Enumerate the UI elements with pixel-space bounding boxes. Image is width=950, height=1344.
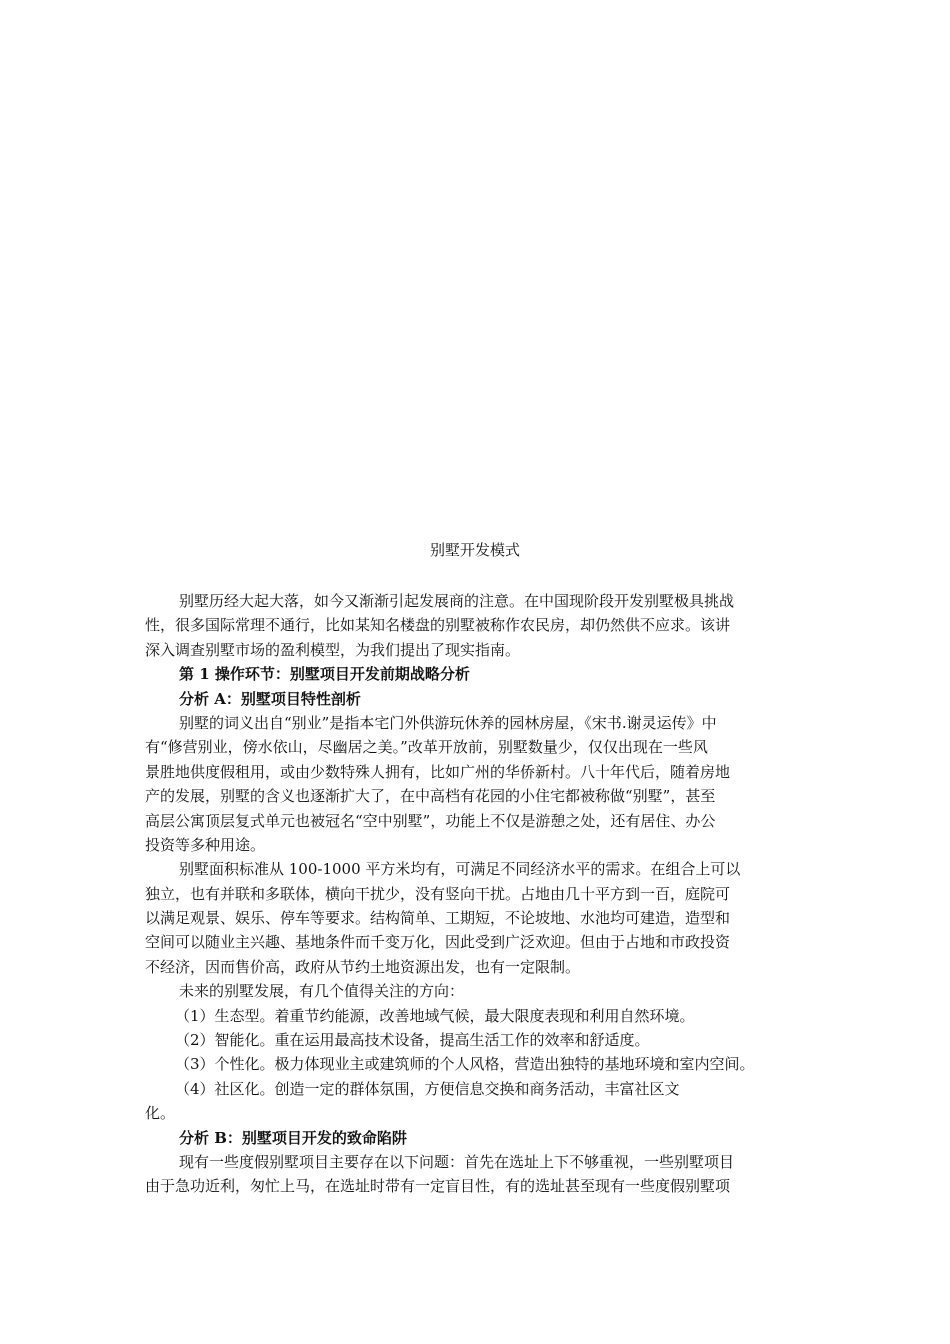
- document-title: 别墅开发模式: [429, 541, 520, 559]
- paragraph-line: 未来的别墅发展，有几个值得关注的方向：: [179, 982, 465, 1001]
- paragraph-line: 有“修营别业，傍水依山，尽幽居之美。”改革开放前，别墅数量少，仅仅出现在一些风: [145, 738, 708, 757]
- paragraph-line: 以满足观景、娱乐、停车等要求。结构简单、工期短，不论坡地、水池均可建造，造型和: [145, 909, 731, 928]
- paragraph-line: 别墅面积标准从 100-1000 平方米均有，可满足不同经济水平的需求。在组合上可以: [179, 860, 741, 879]
- paragraph-line: 别墅的词义出自“别业”是指本宅门外供游玩休养的园林房屋，《宋书.谢灵运传》中: [179, 713, 717, 732]
- paragraph-line: 独立，也有并联和多联体，横向干扰少，没有竖向干扰。占地由几十平方到一百，庭院可: [145, 884, 731, 903]
- paragraph-line: 景胜地供度假租用，或由少数特殊人拥有，比如广州的华侨新村。八十年代后，随着房地: [145, 762, 731, 781]
- section-heading: 第 1 操作环节：别墅项目开发前期战略分析: [179, 665, 470, 684]
- paragraph-line: 由于急功近利，匆忙上马，在选址时带有一定盲目性，有的选址甚至现有一些度假别墅项: [145, 1177, 731, 1196]
- list-item: （4）社区化。创造一定的群体氛围，方便信息交换和商务活动，丰富社区文: [175, 1079, 680, 1098]
- paragraph-line: 现有一些度假别墅项目主要存在以下问题：首先在选址上下不够重视，一些别墅项目: [179, 1152, 735, 1171]
- subsection-heading: 分析 A：别墅项目特性剖析: [179, 689, 361, 708]
- list-item: （1）生态型。着重节约能源，改善地域气候，最大限度表现和利用自然环境。: [175, 1006, 695, 1025]
- list-item-continuation: 化。: [145, 1104, 176, 1123]
- subsection-heading: 分析 B：别墅项目开发的致命陷阱: [179, 1128, 407, 1147]
- paragraph-line: 投资等多种用途。: [145, 835, 266, 854]
- paragraph-line: 别墅历经大起大落，如今又渐渐引起发展商的注意。在中国现阶段开发别墅极具挑战: [179, 592, 735, 610]
- paragraph-line: 高层公寓顶层复式单元也被冠名“空中别墅”，功能上不仅是游憩之处，还有居住、办公: [145, 811, 716, 830]
- paragraph-line: 不经济，因而售价高，政府从节约土地资源出发，也有一定限制。: [145, 957, 581, 976]
- document-body: [145, 589, 825, 1199]
- list-item: （2）智能化。重在运用最高技术设备，提高生活工作的效率和舒适度。: [175, 1031, 650, 1050]
- paragraph-line: 产的发展，别墅的含义也逐渐扩大了，在中高档有花园的小住宅都被称做“别墅”，甚至: [145, 787, 716, 806]
- paragraph-line: 深入调查别墅市场的盈利模型，为我们提出了现实指南。: [145, 640, 521, 659]
- paragraph-line: 性，很多国际常理不通行，比如某知名楼盘的别墅被称作农民房，却仍然供不应求。该讲: [145, 616, 731, 635]
- list-item: （3）个性化。极力体现业主或建筑师的个人风格，营造出独特的基地环境和室内空间。: [175, 1055, 755, 1074]
- paragraph-line: 空间可以随业主兴趣、基地条件而千变万化，因此受到广泛欢迎。但由于占地和市政投资: [145, 933, 731, 952]
